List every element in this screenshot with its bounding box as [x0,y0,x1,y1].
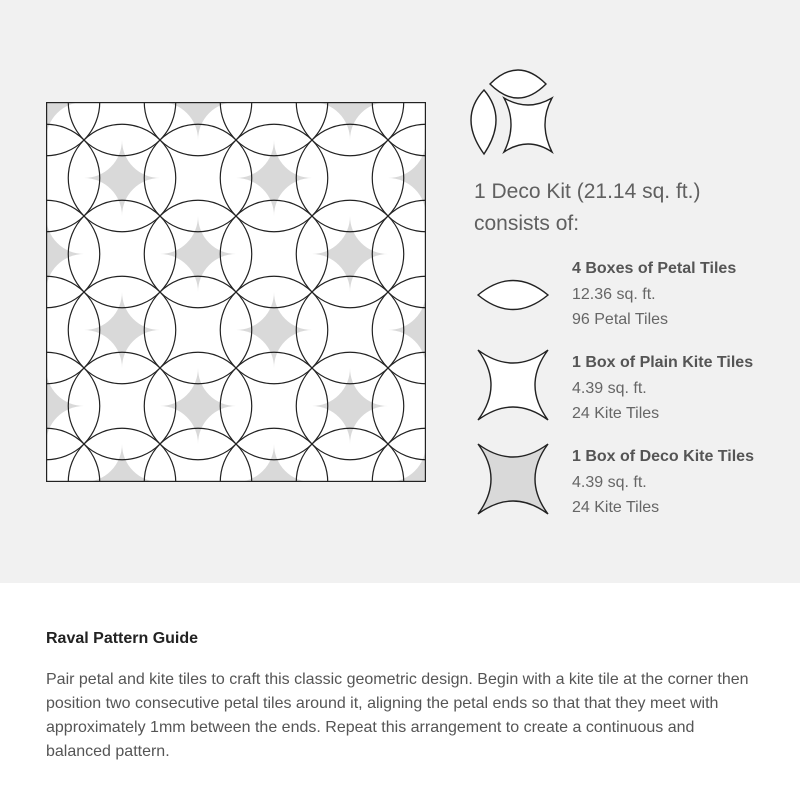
kit-title [474,176,700,240]
kit-title-line1: 1 Deco Kit (21.14 sq. ft.) [474,180,701,203]
item-name: 1 Box of Deco Kite Tiles [572,448,754,465]
kit-kite [504,98,552,152]
item-area: 12.36 sq. ft. [572,285,656,303]
petal-tile-info [572,256,736,333]
item-area: 4.39 sq. ft. [572,473,647,491]
deco-kite-tile-info [572,444,754,521]
kit-title-line2: consists of: [474,212,580,235]
item-count: 24 Kite Tiles [572,499,660,516]
pattern-preview [46,102,426,482]
item-name: 4 Boxes of Petal Tiles [572,260,737,277]
kit-petal-top [490,70,546,98]
guide-body: Pair petal and kite tiles to craft this classic geometric design. Begin with a kite tile at the corner then position two consecutive petal tiles around it, aligning the petal ends so that that they meet with approximately 1mm between the ends. Repeat this arrangement to create a continuous and balanced pattern. [46,671,749,760]
item-count: 24 Kite Tiles [572,405,660,422]
item-name: 1 Box of Plain Kite Tiles [572,354,754,371]
guide-title: Raval Pattern Guide [46,630,199,647]
plain-kite-tile-info [572,350,753,427]
item-area: 4.39 sq. ft. [572,379,647,397]
kit-petal-left [471,90,496,154]
deco-kit-icon [466,62,566,162]
petal-tile-icon [474,256,552,334]
item-count: 96 Petal Tiles [572,311,669,328]
plain-kite-tile-icon [474,346,552,424]
deco-kite-tile-icon [474,440,552,518]
